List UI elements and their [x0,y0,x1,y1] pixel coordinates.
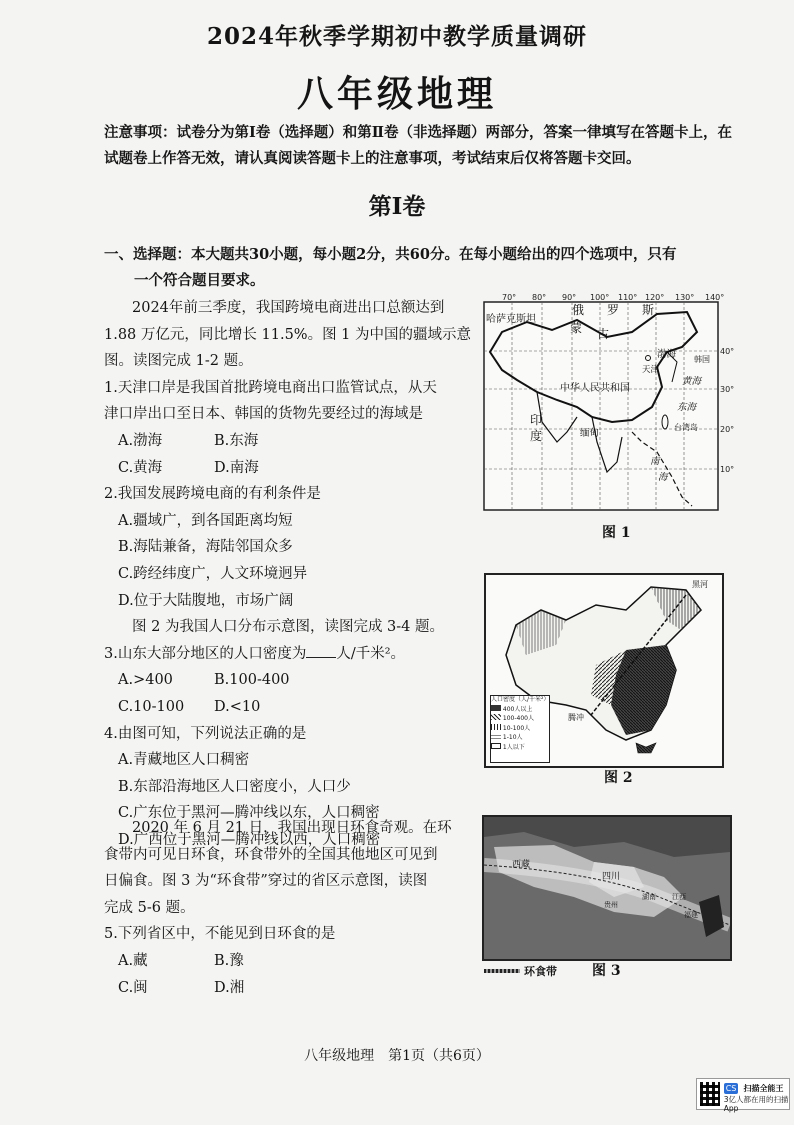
svg-text:俄: 俄 [572,303,585,317]
scanner-logo: CS [725,1083,737,1093]
scanner-name: 扫描全能王 [743,1083,784,1093]
option-a: A.藏 [118,952,148,969]
svg-text:110°: 110° [618,293,638,302]
svg-text:黑河: 黑河 [692,580,708,589]
legend-item: 1-10人 [491,733,549,743]
svg-text:贵州: 贵州 [604,901,618,909]
legend-item: 10-100人 [491,724,549,734]
figure-2-caption: 图 2 [604,770,633,786]
question-3-text: 3.山东大部分地区的人口密度为 [104,645,307,662]
option-a: A.青藏地区人口稠密 [118,752,250,769]
option-b: B.100-400 [214,672,290,689]
legend-item: 1人以下 [491,743,549,753]
svg-text:东海: 东海 [677,402,697,413]
svg-text:罗: 罗 [607,303,620,317]
svg-text:10°: 10° [720,465,735,474]
question-1-line-2: 津口岸出口至日本、韩国的货物先要经过的海域是 [104,406,423,423]
question-1-options-cd [104,455,476,482]
passage-1-line-3: 图。读图完成 1-2 题。 [104,353,253,370]
section-instruction [104,242,744,294]
option-c: C.10-100 [118,698,185,715]
question-column [104,295,476,853]
answer-blank [306,643,336,658]
svg-text:江西: 江西 [672,893,686,901]
instruction-line-2: 一个符合题目要求。 [134,272,265,289]
option-c: C.跨经纬度广，人文环境迥异 [118,565,308,582]
question-3-options-cd [104,694,476,721]
scanner-slogan: 3亿人都在用的扫描App [723,1094,789,1113]
svg-text:西藏: 西藏 [512,860,531,870]
svg-text:海: 海 [658,472,668,483]
legend-title: 人口密度（人/千米²） [491,696,550,703]
figure-3 [482,815,732,961]
option-d: D.位于大陆腹地，市场广阔 [118,592,294,609]
option-b: B.海陆兼备，海陆邻国众多 [118,539,293,556]
svg-text:湖南: 湖南 [642,893,656,901]
svg-text:缅甸: 缅甸 [580,428,600,439]
eclipse-belt-swatch [484,969,520,973]
svg-text:度: 度 [530,429,543,443]
svg-text:30°: 30° [720,385,735,394]
notice: 注意事项：试卷分为第Ⅰ卷（选择题）和第Ⅱ卷（非选择题）两部分，答案一律填写在答题卡上，在试题卷上作答无效，请认真阅读答题卡上的注意事项，考试结束后仅将答题卡交回。 [104,124,732,167]
svg-text:黄海: 黄海 [682,376,702,387]
svg-text:腾冲: 腾冲 [568,713,584,722]
svg-text:100°: 100° [590,293,610,302]
figure-2 [484,573,724,768]
scanner-watermark [696,1078,790,1113]
svg-text:韩国: 韩国 [694,355,710,364]
svg-text:70°: 70° [502,293,517,302]
svg-text:台湾岛: 台湾岛 [674,423,698,432]
territory-map [482,292,736,522]
option-d: D.湘 [214,979,245,996]
option-d: D.广西位于黑河—腾冲线以西，人口稠密 [118,831,381,848]
figure-3-legend [484,963,557,979]
option-c: C.广东位于黑河—腾冲线以东，人口稠密 [118,805,380,822]
legend-item: 400人以上 [491,705,549,715]
option-d: D.<10 [214,698,261,715]
question-5-options-cd [104,975,479,1002]
svg-text:中华人民共和国: 中华人民共和国 [560,383,630,394]
passage-3-block [104,815,479,1001]
svg-text:20°: 20° [720,425,735,434]
svg-text:四川: 四川 [602,872,621,882]
svg-text:渤海: 渤海 [657,349,677,360]
option-c: C.闽 [118,979,148,996]
option-b: B.豫 [214,952,244,969]
option-a: A.渤海 [118,432,163,449]
instruction-line-1: 一、选择题：本大题共30小题，每小题2分，共60分。在每小题给出的四个选项中，只有 [104,246,677,263]
question-3 [104,641,476,668]
section-title: 第Ⅰ卷 [368,193,426,220]
option-b: B.东部沿海地区人口密度小，人口少 [118,778,351,795]
figure-3-caption: 图 3 [592,963,621,979]
passage-3-line-2: 食带内可见日环食，环食带外的全国其他地区可见到 [104,846,438,863]
page-footer: 八年级地理 第1页（共6页） [304,1048,490,1064]
passage-1-line-2: 1.88 万亿元，同比增长 11.5%。图 1 为中国的疆域示意 [104,326,472,343]
option-a: A.疆域广，到各国距离均短 [118,512,293,529]
exam-title: 2024年秋季学期初中教学质量调研 [206,23,587,50]
passage-3-line-4: 完成 5-6 题。 [104,899,195,916]
legend [490,695,550,763]
svg-text:南: 南 [650,456,660,467]
eclipse-map [484,817,730,959]
svg-text:140°: 140° [705,293,725,302]
passage-3: 2020 年 6 月 21 日，我国出现日环食奇观。在环 [132,820,452,836]
question-2: 2.我国发展跨境电商的有利条件是 [104,486,321,503]
eclipse-belt-label: 环食带 [524,965,557,978]
qr-code-icon [700,1082,720,1106]
svg-text:哈萨克斯坦: 哈萨克斯坦 [486,314,536,325]
figure-1-caption: 图 1 [602,525,631,541]
svg-text:40°: 40° [720,347,735,356]
svg-text:福建: 福建 [684,911,698,919]
figure-1 [482,292,736,541]
question-4: 4.由图可知，下列说法正确的是 [104,725,307,742]
question-3-unit: 人/千米²。 [336,645,406,662]
svg-text:80°: 80° [532,293,547,302]
question-5-options-ab [104,948,479,975]
option-a: A.>400 [118,672,173,689]
question-3-options-ab [104,667,476,694]
option-c: C.黄海 [118,459,163,476]
question-1-options-ab [104,428,476,455]
passage-1: 2024年前三季度，我国跨境电商进出口总额达到 [132,300,445,316]
question-5: 5.下列省区中，不能见到日环食的是 [104,926,336,943]
svg-text:古: 古 [597,327,610,341]
passage-2: 图 2 为我国人口分布示意图，读图完成 3-4 题。 [132,619,445,636]
svg-text:90°: 90° [562,293,577,302]
svg-text:天津: 天津 [642,365,660,375]
svg-text:印: 印 [530,413,543,427]
option-b: B.东海 [214,432,259,449]
option-d: D.南海 [214,459,259,476]
svg-text:130°: 130° [675,293,695,302]
subject-title: 八年级地理 [296,73,497,115]
svg-text:蒙: 蒙 [570,321,583,335]
question-1: 1.天津口岸是我国首批跨境电商出口监管试点，从天 [104,379,437,396]
svg-text:120°: 120° [645,293,665,302]
svg-text:斯: 斯 [642,303,655,317]
passage-3-line-3: 日偏食。图 3 为“环食带”穿过的省区示意图，读图 [104,873,428,890]
legend-item: 100-400人 [491,714,549,724]
